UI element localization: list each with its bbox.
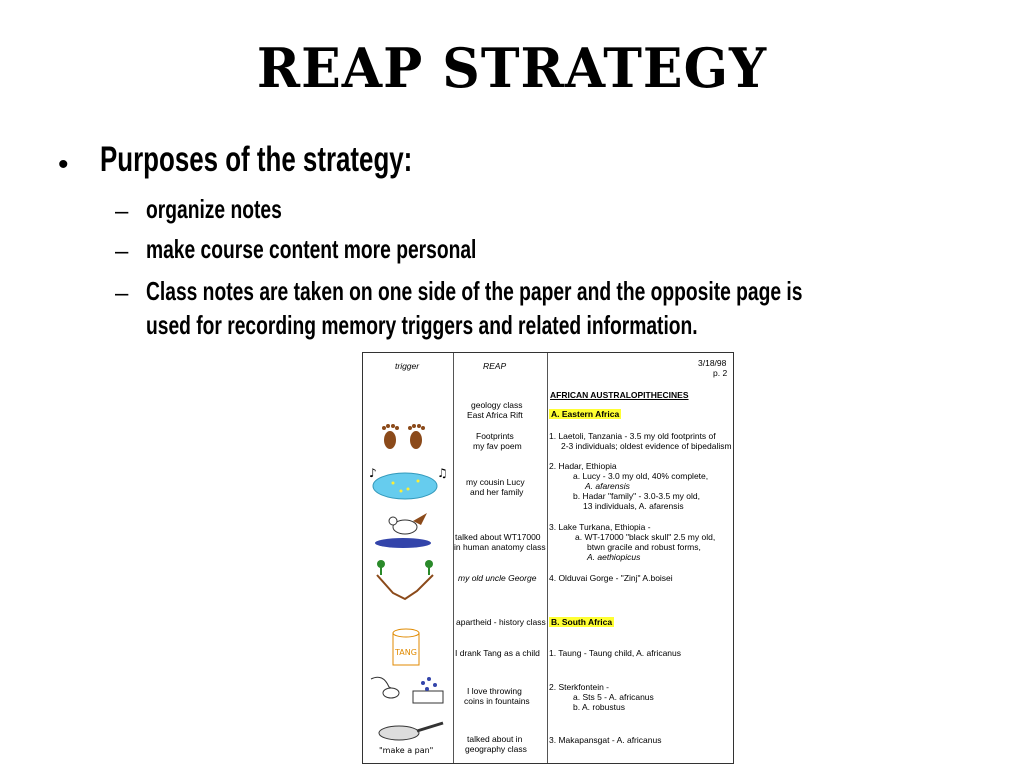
fountain-icon bbox=[371, 677, 443, 703]
reap-text: in human anatomy class bbox=[454, 542, 546, 552]
note-line: a. Lucy - 3.0 my old, 40% complete, bbox=[573, 471, 709, 481]
dash-2: – bbox=[115, 238, 129, 265]
column-divider-1 bbox=[453, 353, 454, 763]
reap-text: I drank Tang as a child bbox=[455, 648, 540, 658]
reap-text: my cousin Lucy bbox=[466, 477, 525, 487]
sub-item-class-notes-line1: Class notes are taken on one side of the paper and the opposite page is bbox=[146, 276, 803, 306]
sub-item-class-notes-line2: used for recording memory triggers and related information. bbox=[146, 310, 698, 340]
section-eastern-africa: A. Eastern Africa bbox=[551, 409, 620, 419]
note-line: b. Hadar "family" - 3.0-3.5 my old, bbox=[573, 491, 700, 501]
sub-item-organize: organize notes bbox=[146, 194, 282, 224]
reap-text: apartheid - history class bbox=[456, 617, 546, 627]
note-line: A. aethiopicus bbox=[587, 552, 641, 562]
header-reap: REAP bbox=[483, 361, 507, 371]
section-south-africa: B. South Africa bbox=[551, 617, 613, 627]
dash-3: – bbox=[115, 280, 129, 307]
reap-text: and her family bbox=[470, 487, 524, 497]
note-line: a. Sts 5 - A. africanus bbox=[573, 692, 654, 702]
lake-icon bbox=[373, 473, 437, 499]
note-line: btwn gracile and robust forms, bbox=[587, 542, 701, 552]
gorge-icon bbox=[377, 560, 433, 599]
sub-item-personal: make course content more personal bbox=[146, 234, 477, 264]
reap-text: geography class bbox=[465, 744, 527, 754]
bird-icon bbox=[375, 513, 431, 548]
note-line: b. A. robustus bbox=[573, 702, 625, 712]
note-line: a. WT-17000 "black skull" 2.5 my old, bbox=[575, 532, 716, 542]
bullet-dot: • bbox=[58, 148, 69, 181]
note-line: 3. Makapansgat - A. africanus bbox=[549, 735, 662, 745]
dash-1: – bbox=[115, 198, 129, 225]
reap-text: coins in fountains bbox=[464, 696, 530, 706]
note-line: 2. Hadar, Ethiopia bbox=[549, 461, 617, 471]
column-divider-2 bbox=[547, 353, 548, 763]
reap-text: talked about in bbox=[467, 734, 523, 744]
bullet-heading: Purposes of the strategy: bbox=[100, 140, 413, 179]
svg-text:♪: ♪ bbox=[369, 466, 377, 480]
note-line: 4. Olduvai Gorge - "Zinj" A.boisei bbox=[549, 573, 673, 583]
note-line: A. afarensis bbox=[585, 481, 630, 491]
pan-label: "make a pan" bbox=[379, 746, 434, 755]
reap-text: Footprints bbox=[476, 431, 514, 441]
header-date: 3/18/98 bbox=[698, 358, 727, 368]
trigger-drawings bbox=[363, 353, 453, 763]
header-page: p. 2 bbox=[713, 368, 728, 378]
note-line: 2-3 individuals; oldest evidence of bipedalism bbox=[561, 441, 732, 451]
reap-text: talked about WT17000 bbox=[455, 532, 541, 542]
reap-text: geology class bbox=[471, 400, 523, 410]
reap-text: I love throwing bbox=[467, 686, 522, 696]
slide-title: REAP STRATEGY bbox=[256, 36, 768, 101]
reap-notes-figure bbox=[362, 352, 734, 764]
note-line: 2. Sterkfontein - bbox=[549, 682, 610, 692]
note-line: 3. Lake Turkana, Ethiopia - bbox=[549, 522, 651, 532]
reap-text: East Africa Rift bbox=[467, 410, 523, 420]
reap-text: my fav poem bbox=[473, 441, 522, 451]
svg-text:♫: ♫ bbox=[437, 466, 448, 480]
notes-heading: AFRICAN AUSTRALOPITHECINES bbox=[550, 390, 689, 400]
note-line: 13 individuals, A. afarensis bbox=[583, 501, 684, 511]
header-trigger: trigger bbox=[395, 361, 420, 371]
tang-label: TANG bbox=[395, 648, 417, 657]
frying-pan-icon bbox=[379, 723, 443, 740]
reap-text: my old uncle George bbox=[458, 573, 537, 583]
note-line: 1. Taung - Taung child, A. africanus bbox=[549, 648, 681, 658]
footprints-icon bbox=[382, 424, 425, 449]
tang-can-icon bbox=[393, 629, 419, 665]
note-line: 1. Laetoli, Tanzania - 3.5 my old footprints of bbox=[549, 431, 716, 441]
